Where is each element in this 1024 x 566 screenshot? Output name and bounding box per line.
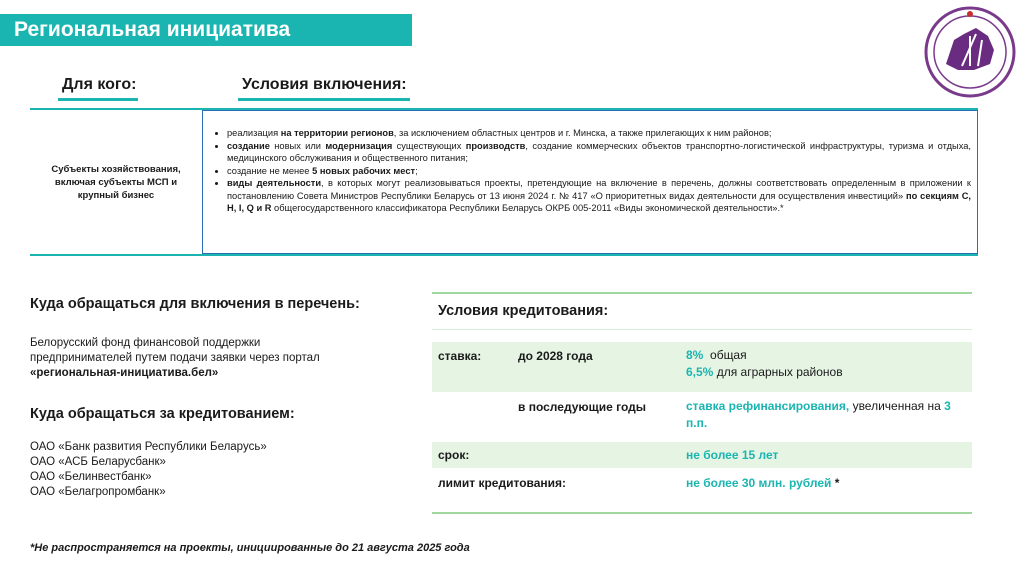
apply-inclusion-heading: Куда обращаться для включения в перечень:: [30, 296, 360, 312]
credit-title: Условия кредитования:: [432, 292, 972, 330]
rate-label: ставка:: [438, 349, 482, 363]
bank-list: [30, 440, 267, 500]
period-1: до 2028 года: [518, 349, 593, 363]
portal-link[interactable]: «региональная-инициатива.бел»: [30, 367, 219, 379]
conditions-label: Условия включения:: [242, 76, 407, 93]
for-whom-underline: [58, 98, 138, 101]
period-2: в последующие годы: [518, 400, 647, 414]
condition-item: • создание новых или модернизация существующих производств, создание коммерческих объектов транспортно-логистической инфраструктуры, туризма и отдыха, медицинского обслуживания и общественного питания;: [227, 140, 971, 165]
term-label: срок:: [438, 448, 470, 462]
rate-1-value: 8% общая 6,5% для аграрных районов: [686, 348, 843, 379]
bank-item: ОАО «Банк развития Республики Беларусь»: [30, 441, 267, 453]
bank-item: ОАО «Белинвестбанк»: [30, 471, 152, 483]
apply-inclusion-text: Белорусский фонд финансовой поддержки предпринимателей путем подачи заявки через портал «региональная-инициатива.бел»: [30, 337, 320, 379]
page-title: Региональная инициатива: [0, 14, 412, 46]
conditions-table: [30, 108, 978, 256]
condition-item: • создание не менее 5 новых рабочих мест;: [227, 165, 971, 178]
term-value: не более 15 лет: [686, 448, 779, 462]
limit-value: не более 30 млн. рублей *: [686, 476, 840, 490]
footnote: *Не распространяется на проекты, инициированные до 21 августа 2025 года: [30, 542, 470, 554]
ministry-logo-icon: [924, 6, 1016, 98]
conditions-underline: [238, 98, 410, 101]
for-whom-heading: [62, 76, 138, 101]
conditions-heading: [242, 76, 410, 101]
bank-item: ОАО «АСБ Беларусбанк»: [30, 456, 166, 468]
conditions-list: [211, 127, 971, 215]
conditions-cell: [202, 110, 978, 254]
limit-row: [432, 470, 972, 496]
bank-item: ОАО «Белагропромбанк»: [30, 486, 166, 498]
rate-2-value: ставка рефинансирования, увеличенная на 3 п.п.: [686, 399, 951, 430]
condition-item: • виды деятельности, в которых могут реализовываться проекты, претендующие на включение в перечень, должны соответствовать определенным в приложении к постановлению Совета Министров Республики Беларусь от 13 июня 2024 г. № 417 «О приоритетных видах деятельности для осуществления инвестиций» по секциям C, H, I, Q и R общегосударственного классификатора Республики Беларусь ОКРБ 005-2011 «Виды экономической деятельности».*: [227, 177, 971, 215]
subjects-cell: Субъекты хозяйствования, включая субъекты МСП и крупный бизнес: [51, 163, 181, 201]
rate-row-2: [432, 392, 972, 440]
credit-table-bottom-line: [432, 512, 972, 514]
term-row: [432, 442, 972, 468]
rate-row-1: [432, 342, 972, 392]
for-whom-label: Для кого:: [62, 76, 137, 93]
apply-credit-heading: Куда обращаться за кредитованием:: [30, 406, 295, 422]
limit-label: лимит кредитования:: [438, 476, 567, 490]
condition-item: • реализация на территории регионов, за исключением областных центров и г. Минска, а также прилегающих к ним районов;: [227, 127, 971, 140]
